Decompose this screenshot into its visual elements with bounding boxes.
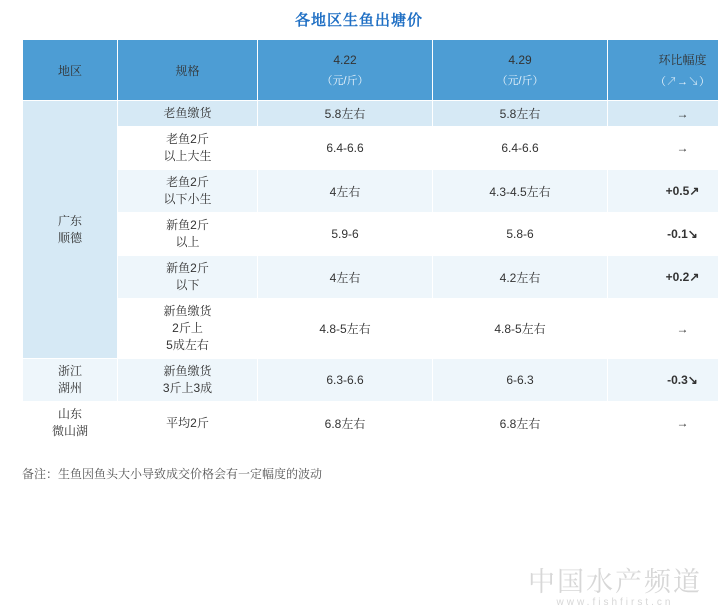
region-line-2: 湖州 xyxy=(57,381,82,395)
spec-cell xyxy=(118,170,258,213)
change-cell: → xyxy=(608,101,718,127)
column-header-region-label: 地区 xyxy=(57,63,82,78)
column-header-date2 xyxy=(433,40,608,101)
watermark xyxy=(528,567,702,608)
column-header-date1-unit: （元/斤） xyxy=(321,74,369,87)
spec-line-1: 新鱼缴货 xyxy=(163,304,212,318)
spec-cell xyxy=(118,299,258,359)
column-header-date2-unit: （元/斤） xyxy=(496,74,544,87)
region-line-2: 顺德 xyxy=(57,230,82,245)
column-header-spec xyxy=(118,40,258,101)
column-header-change xyxy=(608,40,718,101)
column-header-date1-label: 4.22 xyxy=(333,52,357,67)
price-date2-cell: 4.2左右 xyxy=(433,256,608,299)
column-header-spec-label: 规格 xyxy=(175,63,200,78)
spec-line-1: 新鱼缴货 xyxy=(163,364,212,378)
change-cell: → xyxy=(608,402,718,445)
region-cell-guangdong xyxy=(23,101,118,359)
price-date2-cell: 6.8左右 xyxy=(433,402,608,445)
change-cell: → xyxy=(608,127,718,170)
change-cell: -0.3↘ xyxy=(608,359,718,402)
price-date1-cell: 5.8左右 xyxy=(258,101,433,127)
column-header-region xyxy=(23,40,118,101)
spec-line-1: 平均2斤 xyxy=(166,415,209,430)
table-row xyxy=(23,402,718,445)
table-header xyxy=(23,40,718,101)
column-header-change-label: 环比幅度 xyxy=(658,53,707,67)
table-row xyxy=(23,127,718,170)
table-row xyxy=(23,213,718,256)
price-date2-cell: 5.8左右 xyxy=(433,101,608,127)
price-date1-cell: 4左右 xyxy=(258,256,433,299)
column-header-date1 xyxy=(258,40,433,101)
spec-line-2: 以下小生 xyxy=(163,192,212,206)
region-line-2: 微山湖 xyxy=(51,424,88,438)
spec-line-3: 5成左右 xyxy=(166,338,209,352)
price-date2-cell: 6-6.3 xyxy=(433,359,608,402)
table-note: 备注：生鱼因鱼头大小导致成交价格会有一定幅度的波动 xyxy=(22,467,323,481)
spec-line-2: 以下 xyxy=(175,278,200,292)
spec-cell xyxy=(118,101,258,127)
price-date2-cell: 6.4-6.6 xyxy=(433,127,608,170)
spec-line-2: 2斤上 xyxy=(172,321,203,335)
watermark-sub-text: www.fishfirst.cn xyxy=(556,597,674,608)
price-date2-cell: 4.3-4.5左右 xyxy=(433,170,608,213)
spec-cell xyxy=(118,256,258,299)
spec-line-1: 老鱼2斤 xyxy=(166,132,209,146)
region-line-1: 浙江 xyxy=(57,364,82,378)
page-title: 各地区生鱼出塘价 xyxy=(294,12,423,29)
spec-cell xyxy=(118,213,258,256)
change-cell: +0.2↗ xyxy=(608,256,718,299)
region-line-1: 广东 xyxy=(57,213,82,228)
price-table xyxy=(22,39,718,445)
column-header-change-legend: （↗→↘） xyxy=(655,76,710,88)
spec-cell xyxy=(118,127,258,170)
spec-line-1: 老鱼2斤 xyxy=(166,175,209,189)
table-row xyxy=(23,359,718,402)
region-line-1: 山东 xyxy=(57,407,82,421)
price-date1-cell: 6.4-6.6 xyxy=(258,127,433,170)
table-row xyxy=(23,101,718,127)
price-date1-cell: 6.8左右 xyxy=(258,402,433,445)
spec-line-1: 新鱼2斤 xyxy=(166,261,209,275)
price-date2-cell: 4.8-5左右 xyxy=(433,299,608,359)
table-header-row xyxy=(23,40,718,101)
spec-line-1: 老鱼缴货 xyxy=(163,106,212,120)
spec-line-2: 以上 xyxy=(175,235,200,249)
spec-cell xyxy=(118,402,258,445)
spec-line-2: 以上大生 xyxy=(163,149,212,163)
spec-cell xyxy=(118,359,258,402)
change-cell: → xyxy=(608,299,718,359)
price-date1-cell: 6.3-6.6 xyxy=(258,359,433,402)
region-cell-zhejiang xyxy=(23,359,118,402)
watermark-main-text: 中国水产频道 xyxy=(528,567,702,597)
price-date2-cell: 5.8-6 xyxy=(433,213,608,256)
price-date1-cell: 4.8-5左右 xyxy=(258,299,433,359)
column-header-date2-label: 4.29 xyxy=(508,52,532,67)
table-body xyxy=(23,101,718,445)
price-date1-cell: 4左右 xyxy=(258,170,433,213)
spec-line-1: 新鱼2斤 xyxy=(166,218,209,232)
price-date1-cell: 5.9-6 xyxy=(258,213,433,256)
region-cell-shandong xyxy=(23,402,118,445)
table-row xyxy=(23,299,718,359)
change-cell: +0.5↗ xyxy=(608,170,718,213)
table-row xyxy=(23,170,718,213)
change-cell: -0.1↘ xyxy=(608,213,718,256)
spec-line-2: 3斤上3成 xyxy=(162,381,213,395)
table-row xyxy=(23,256,718,299)
